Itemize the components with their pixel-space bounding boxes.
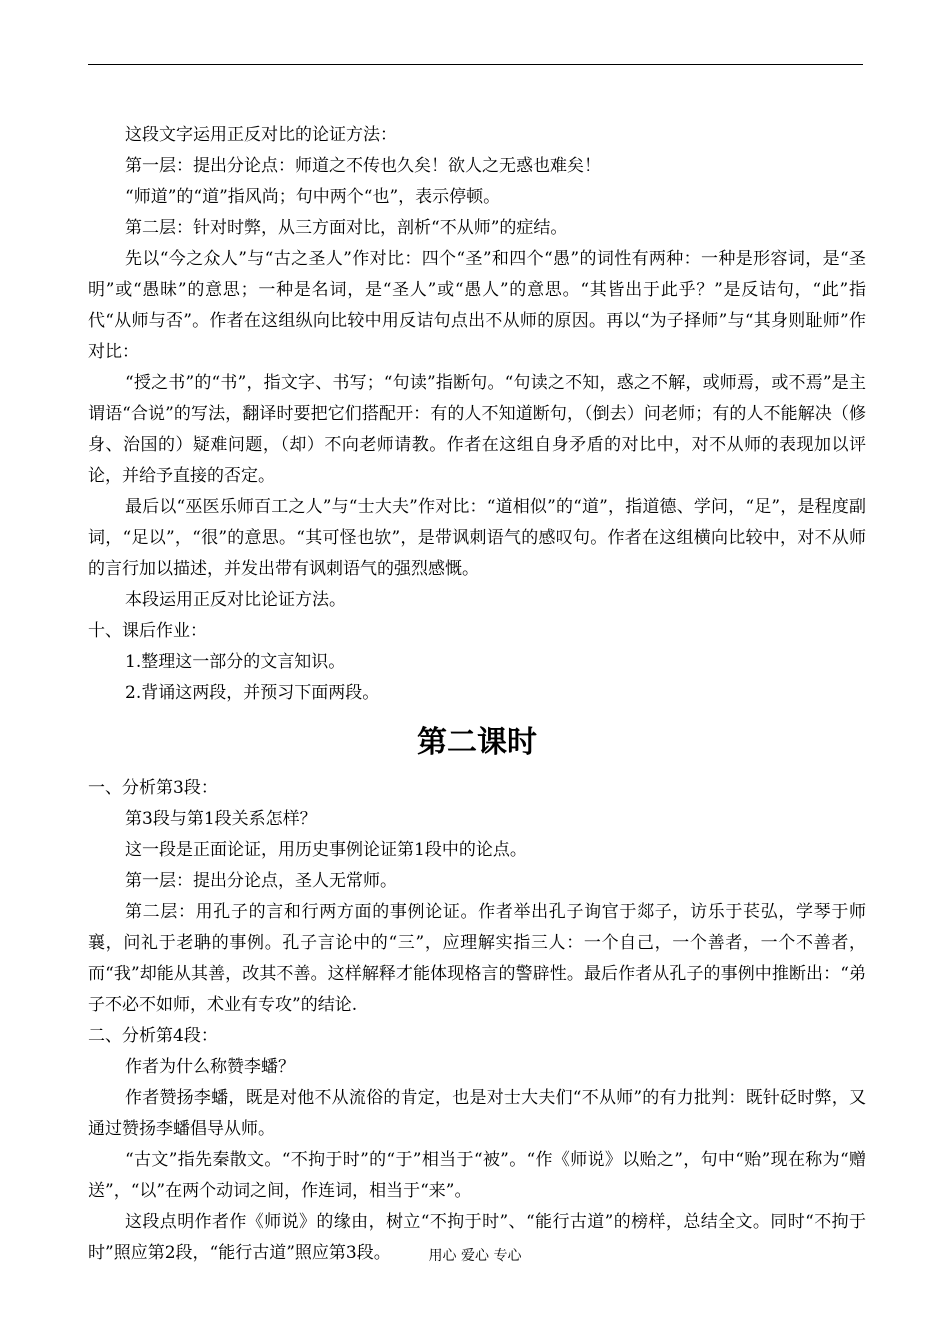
paragraph: “师道”的“道”指风尚；句中两个“也”，表示停顿。: [125, 187, 501, 207]
paragraph: 第二层：用孔子的言和行两方面的事例论证。作者举出孔子询官于郯子，访乐于苌弘，学琴于师襄，问礼于老聃的事例。孔子言论中的“三”，应理解实指三人：一个自己，一个善者，一个不善者，而“我”却能从其善，改其不善。这样解释才能体现格言的警辟性。最后作者从孔子的事例中推断出：“弟子不必不如师，术业有专攻”的结论.: [88, 902, 866, 1015]
paragraph: 第一层：提出分论点，圣人无常师。: [125, 871, 397, 891]
homework-item: 2.背诵这两段，并预习下面两段。: [125, 683, 380, 703]
paragraph: 这段文字运用正反对比的论证方法：: [125, 125, 397, 145]
question: 第3段与第1段关系怎样？: [125, 809, 317, 829]
paragraph: 这一段是正面论证，用历史事例论证第1段中的论点。: [125, 840, 527, 860]
paragraph: “古文”指先秦散文。“不拘于时”的“于”相当于“被”。“作《师说》以贻之”，句中“贻”现在称为“赠送”，“以”在两个动词之间，作连词，相当于“来”。: [88, 1150, 866, 1201]
paragraph: 第二层：针对时弊，从三方面对比，剖析“不从师”的症结。: [125, 218, 568, 238]
paragraph: 作者赞扬李蟠，既是对他不从流俗的肯定，也是对士大夫们“不从师”的有力批判：既针砭时弊，又通过赞扬李蟠倡导从师。: [88, 1088, 866, 1139]
homework-item: 1.整理这一部分的文言知识。: [125, 652, 346, 672]
section-heading-paragraph-4: 二、分析第4段：: [88, 1026, 218, 1046]
page-footer: 用心 爱心 专心: [428, 1248, 522, 1264]
section-heading-homework: 十、课后作业：: [88, 621, 207, 641]
paragraph: “授之书”的“书”，指文字、书写；“句读”指断句。“句读之不知，惑之不解，或师焉，或不焉”是主谓语“合说”的写法，翻译时要把它们搭配开：有的人不知道断句，（倒去）问老师；有的人不能解决（修身、治国的）疑难问题，（却）不向老师请教。作者在这组自身矛盾的对比中，对不从师的表现加以评论，并给予直接的否定。: [88, 373, 866, 486]
paragraph: 先以“今之众人”与“古之圣人”作对比：四个“圣”和四个“愚”的词性有两种：一种是形容词，是“圣明”或“愚昧”的意思；一种是名词，是“圣人”或“愚人”的意思。“其皆出于此乎？”是反诘句，“此”指代“从师与否”。作者在这组纵向比较中用反诘句点出不从师的原因。再以“为子择师”与“其身则耻师”作对比：: [88, 249, 866, 362]
paragraph: 最后以“巫医乐师百工之人”与“士大夫”作对比：“道相似”的“道”，指道德、学问，“足”，是程度副词，“足以”，“很”的意思。“其可怪也欤”，是带讽刺语气的感叹句。作者在这组横向比较中，对不从师的言行加以描述，并发出带有讽刺语气的强烈感慨。: [88, 497, 866, 579]
paragraph: 第一层：提出分论点：师道之不传也久矣！欲人之无惑也难矣！: [125, 156, 601, 176]
paragraph: 本段运用正反对比论证方法。: [125, 590, 346, 610]
document-body: [88, 120, 866, 1269]
question: 作者为什么称赞李蟠？: [125, 1057, 295, 1077]
header-rule: [88, 64, 863, 65]
lesson-title: 第二课时: [417, 725, 537, 760]
paragraph: 这段点明作者作《师说》的缘由，树立“不拘于时”、“能行古道”的榜样，总结全文。同时“不拘于时”照应第2段，“能行古道”照应第3段。: [88, 1212, 866, 1263]
section-heading-paragraph-3: 一、分析第3段：: [88, 778, 218, 798]
